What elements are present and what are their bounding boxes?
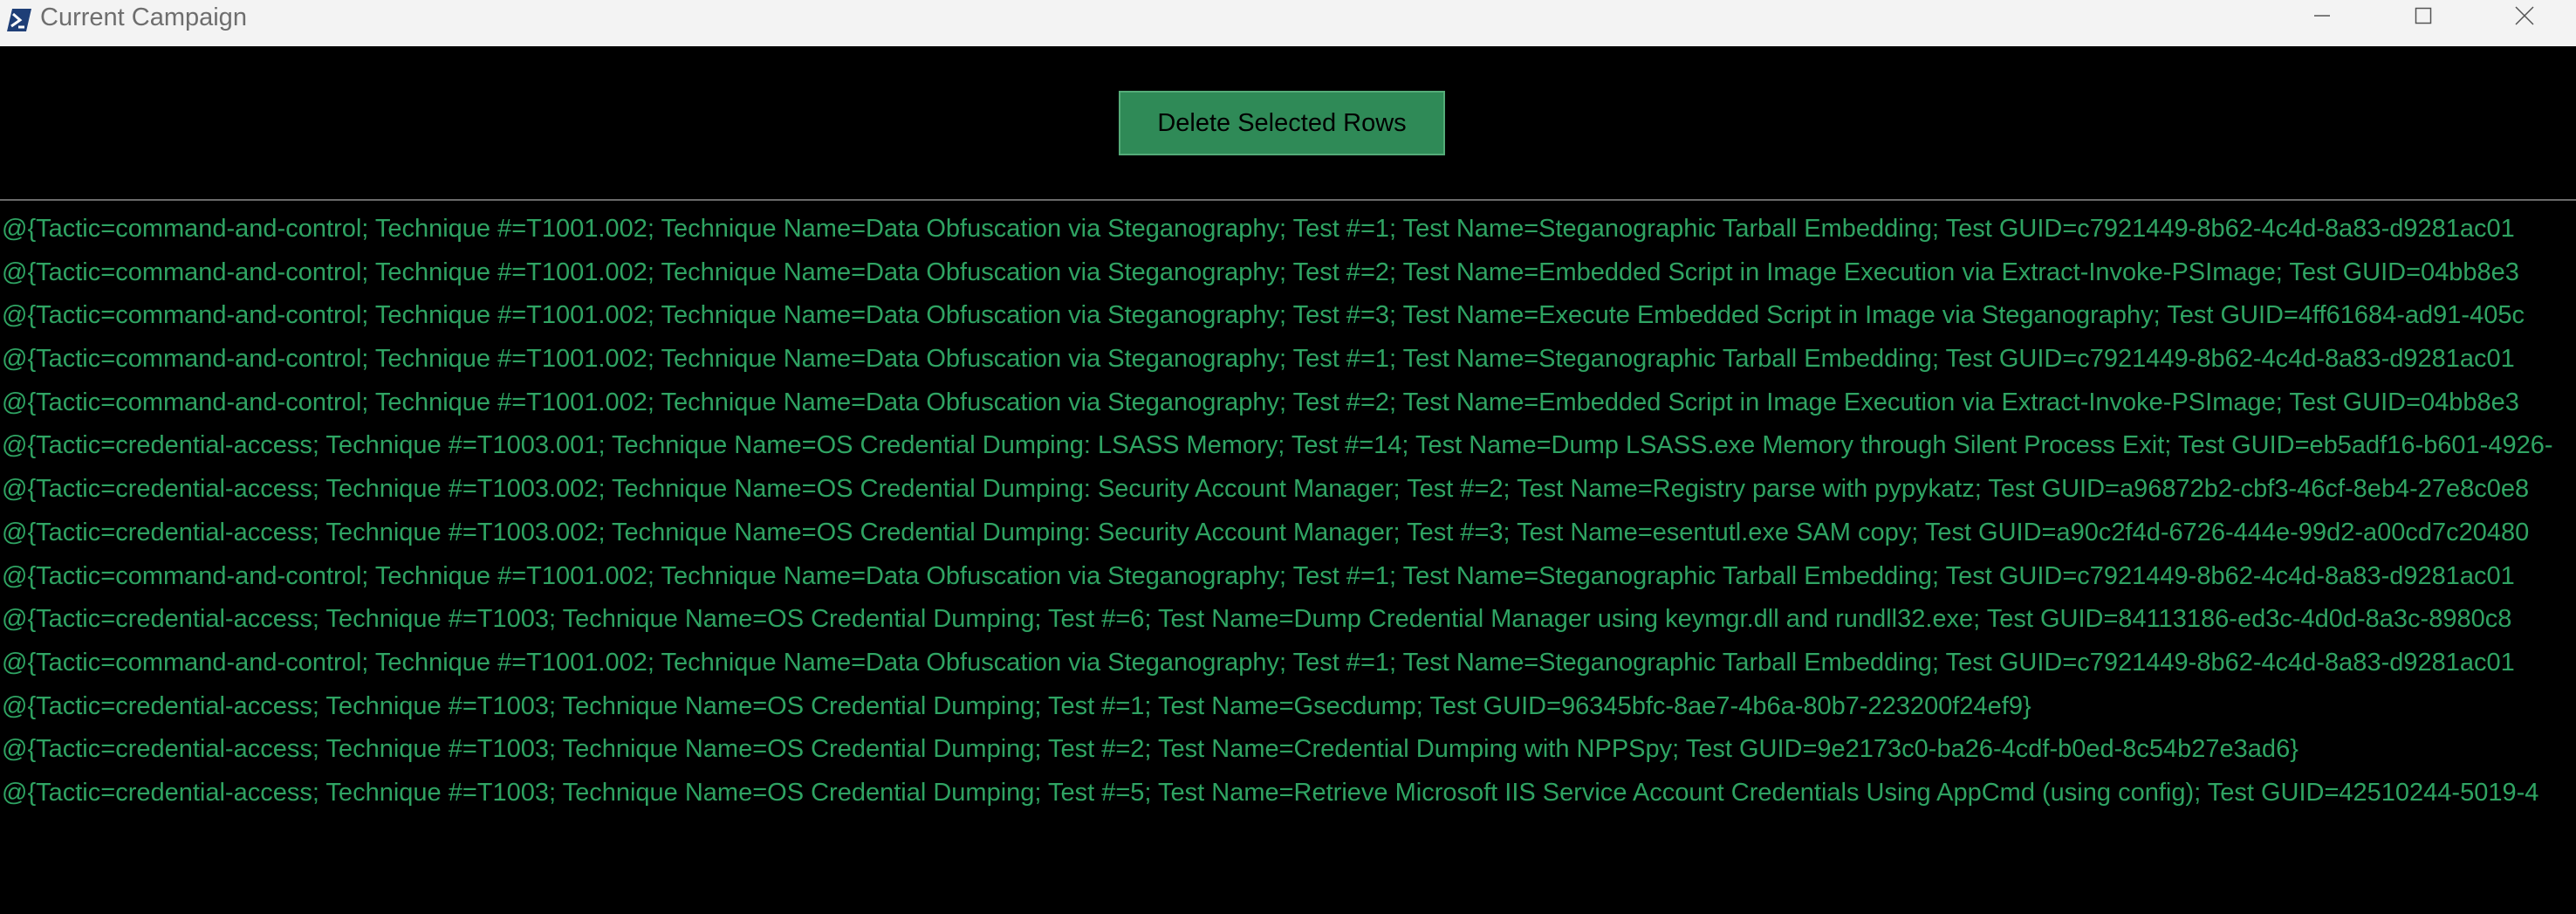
list-item[interactable]: @{Tactic=command-and-control; Technique #=T1001.002; Technique Name=Data Obfuscation via Steganography; Test #=2; Test Name=Embedded Script in Image Execution via Extract-Invoke-PSImage; Test GUID=04bb8e3: [2, 388, 2519, 416]
divider: [0, 199, 2576, 201]
list-item[interactable]: @{Tactic=command-and-control; Technique #=T1001.002; Technique Name=Data Obfuscation via Steganography; Test #=1; Test Name=Steganographic Tarball Embedding; Test GUID=c7921449-8b62-4c4d-8a83-d9281ac01: [2, 215, 2515, 243]
list-item[interactable]: @{Tactic=command-and-control; Technique #=T1001.002; Technique Name=Data Obfuscation via Steganography; Test #=3; Test Name=Execute Embedded Script in Image via Steganography; Test GUID=4ff61684-ad91-405c: [2, 301, 2525, 330]
list-item[interactable]: @{Tactic=credential-access; Technique #=T1003.002; Technique Name=OS Credential Dumping: Security Account Manager; Test #=3; Test Name=esentutl.exe SAM copy; Test GUID=a90c2f4d-6726-444e-99d2-a00cd7c20480: [2, 518, 2530, 546]
powershell-icon: [3, 5, 33, 35]
list-item[interactable]: @{Tactic=command-and-control; Technique #=T1001.002; Technique Name=Data Obfuscation via Steganography; Test #=1; Test Name=Steganographic Tarball Embedding; Test GUID=c7921449-8b62-4c4d-8a83-d9281ac01: [2, 561, 2515, 590]
delete-selected-rows-button[interactable]: Delete Selected Rows: [1119, 91, 1445, 155]
list-item[interactable]: @{Tactic=credential-access; Technique #=T1003.002; Technique Name=OS Credential Dumping: Security Account Manager; Test #=2; Test Name=Registry parse with pypykatz; Test GUID=a96872b2-cbf3-46cf-8eb4-27e8c0e8: [2, 475, 2530, 504]
list-item[interactable]: @{Tactic=credential-access; Technique #=T1003.001; Technique Name=OS Credential Dumping: LSASS Memory; Test #=14; Test Name=Dump LSASS.exe Memory through Silent Process Exit; Test GUID=eb5adf16-b601-4926-: [2, 431, 2553, 460]
main-content: [0, 46, 2576, 914]
title-bar: [0, 0, 2576, 47]
minimize-icon: [2313, 7, 2331, 29]
list-item[interactable]: @{Tactic=credential-access; Technique #=T1003; Technique Name=OS Credential Dumping; Test #=5; Test Name=Retrieve Microsoft IIS Service Account Credentials Using AppCmd (using config); Test GUID=42510244-5019-4: [2, 778, 2539, 807]
window-title: Current Campaign: [40, 3, 247, 31]
campaign-list[interactable]: [0, 208, 2576, 871]
list-item[interactable]: @{Tactic=credential-access; Technique #=T1003; Technique Name=OS Credential Dumping; Test #=6; Test Name=Dump Credential Manager using keymgr.dll and rundll32.exe; Test GUID=84113186-ed3c-4d0d-8a3c-8980c8: [2, 605, 2512, 634]
list-item[interactable]: @{Tactic=command-and-control; Technique #=T1001.002; Technique Name=Data Obfuscation via Steganography; Test #=1; Test Name=Steganographic Tarball Embedding; Test GUID=c7921449-8b62-4c4d-8a83-d9281ac01: [2, 648, 2515, 677]
list-item[interactable]: @{Tactic=credential-access; Technique #=T1003; Technique Name=OS Credential Dumping; Test #=2; Test Name=Credential Dumping with NPPSpy; Test GUID=9e2173c0-ba26-4cdf-b0ed-8c54b27e3ad6}: [2, 735, 2299, 764]
maximize-icon: [2415, 7, 2432, 29]
close-icon: [2515, 6, 2534, 30]
list-item[interactable]: @{Tactic=command-and-control; Technique #=T1001.002; Technique Name=Data Obfuscation via Steganography; Test #=2; Test Name=Embedded Script in Image Execution via Extract-Invoke-PSImage; Test GUID=04bb8e3: [2, 258, 2519, 286]
list-item[interactable]: @{Tactic=command-and-control; Technique #=T1001.002; Technique Name=Data Obfuscation via Steganography; Test #=1; Test Name=Steganographic Tarball Embedding; Test GUID=c7921449-8b62-4c4d-8a83-d9281ac01: [2, 345, 2515, 374]
maximize-button[interactable]: [2372, 0, 2475, 35]
minimize-button[interactable]: [2271, 0, 2374, 35]
close-button[interactable]: [2473, 0, 2576, 35]
list-item[interactable]: @{Tactic=credential-access; Technique #=T1003; Technique Name=OS Credential Dumping; Test #=1; Test Name=Gsecdump; Test GUID=96345bfc-8ae7-4b6a-80b7-223200f24ef9}: [2, 691, 2031, 720]
